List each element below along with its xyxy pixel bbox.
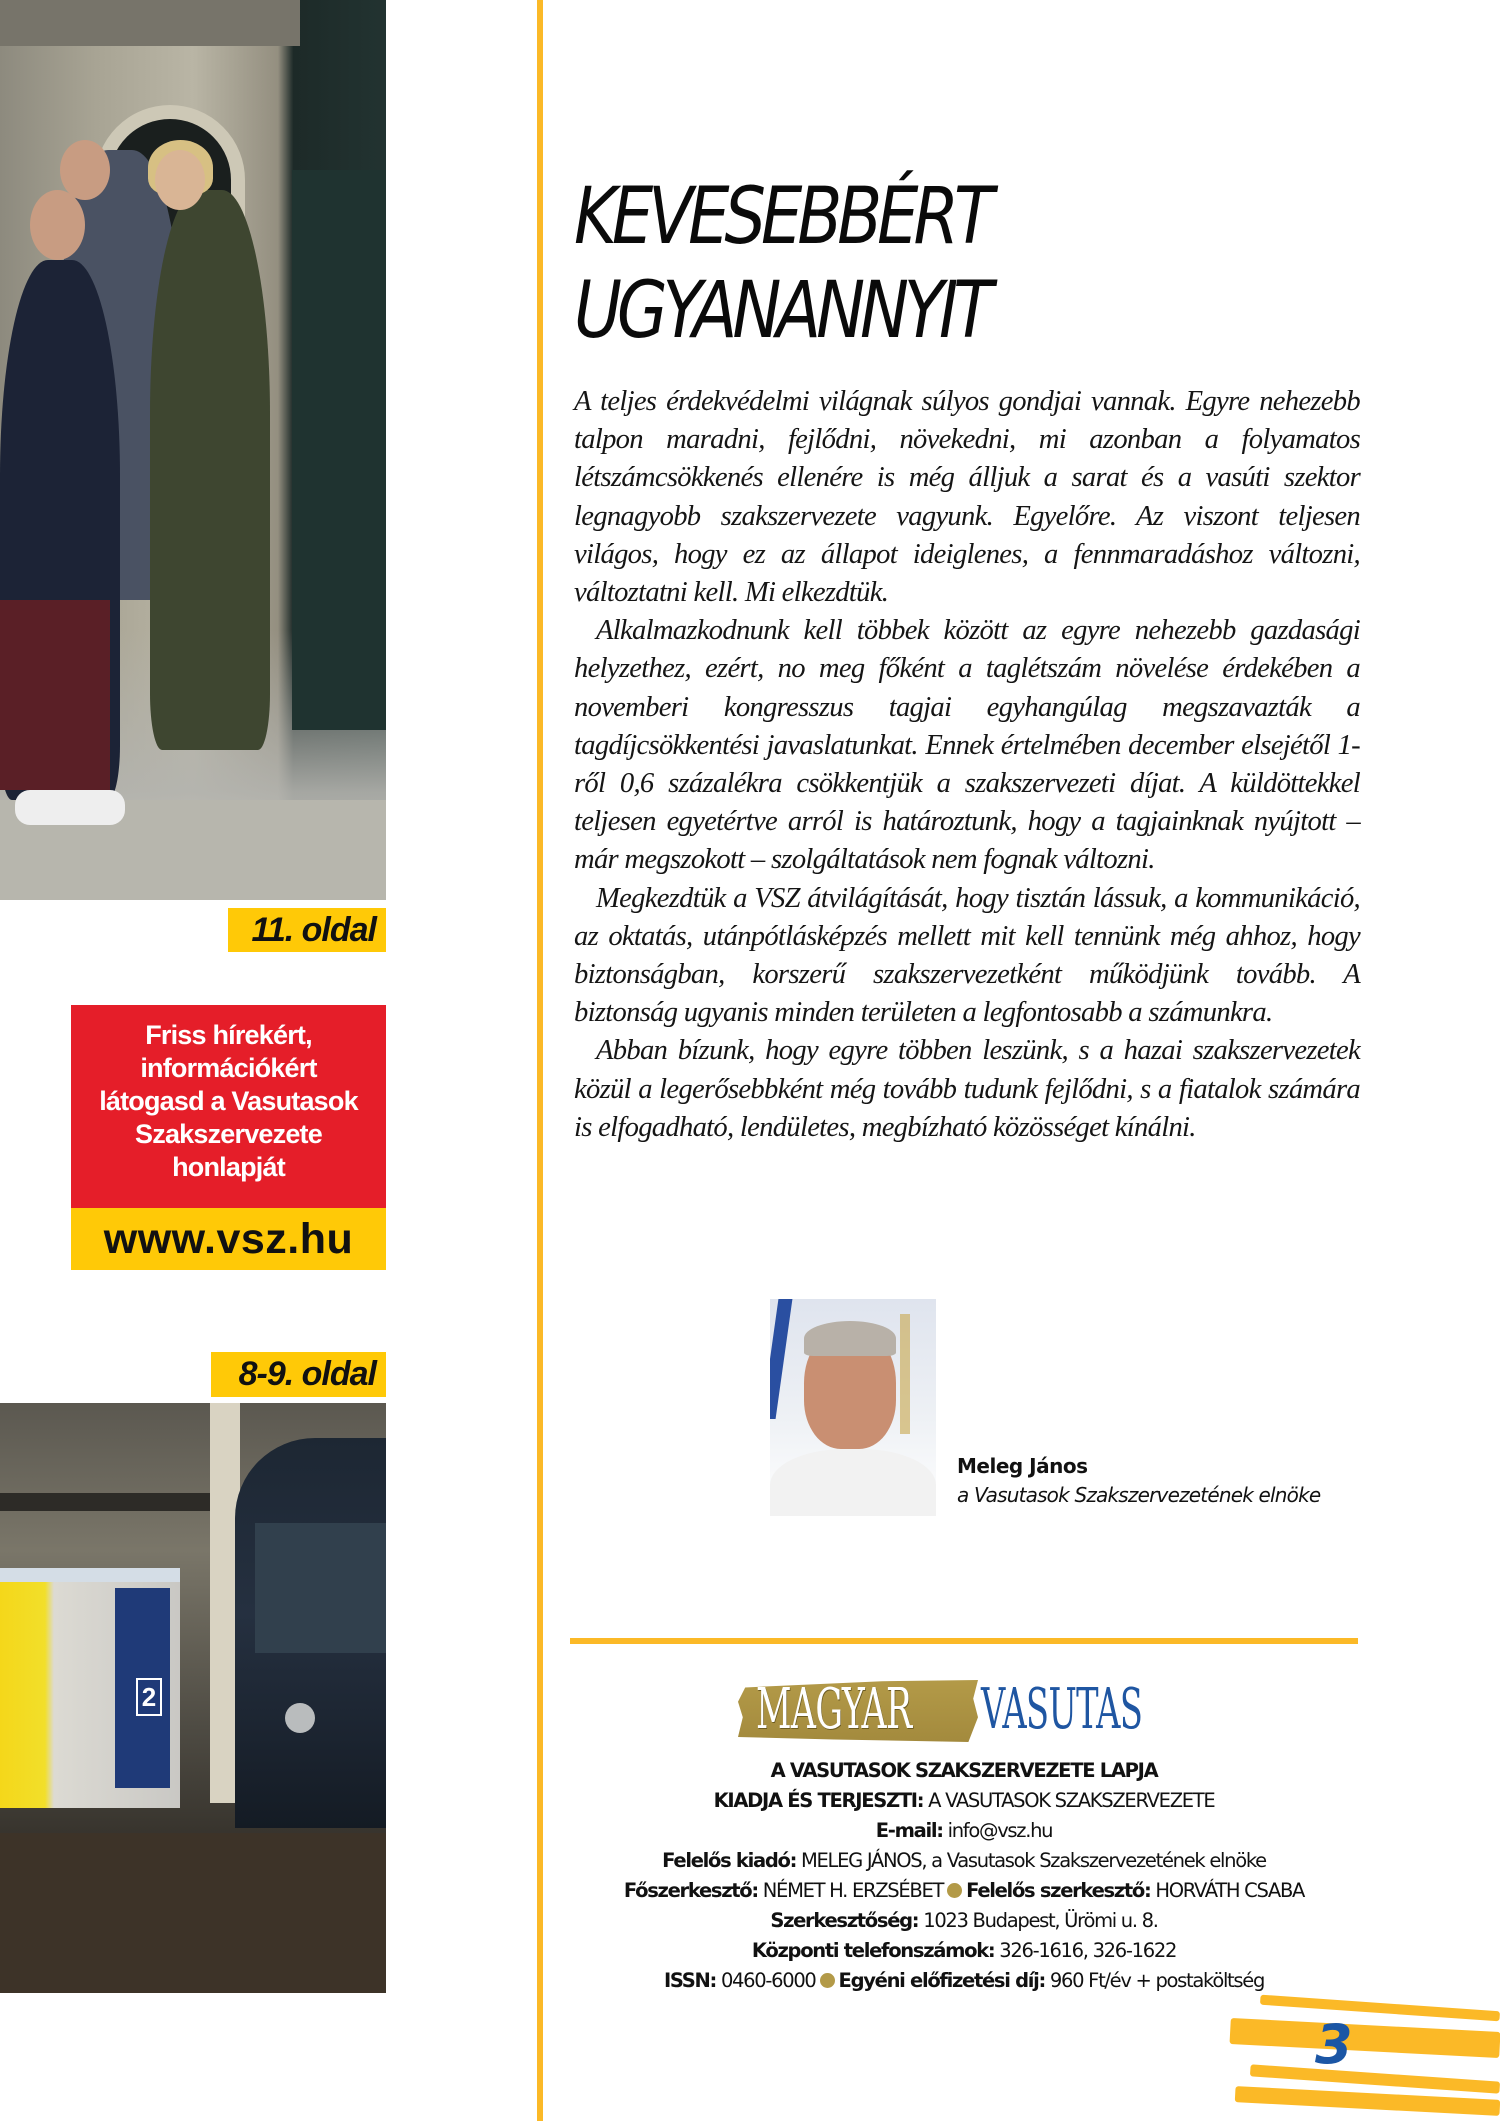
label: Felelős szerkesztő: — [966, 1879, 1151, 1902]
photo-shoes — [15, 790, 125, 825]
section-divider — [570, 1638, 1358, 1644]
value: 0460-6000 — [716, 1969, 816, 1992]
promo-line: információkért — [140, 1053, 317, 1083]
article-paragraph: Megkezdtük a VSZ átvilágítását, hogy tisztán lássuk, a kommunikáció, az oktatás, utánpótlásképzés mellett mit kell tennünk még ahhoz, hogy biztonságban, korszerű szakszervezetként működjünk tovább. A biztonság ugyanis minden területen a legfontosabb a számunkra. — [574, 882, 1360, 1029]
impressum-publisher — [570, 1786, 1358, 1816]
label: Központi telefonszámok: — [751, 1939, 995, 1962]
page-ref-badge-11: 11. oldal — [228, 908, 386, 952]
value: A VASUTASOK SZAKSZERVEZETE — [923, 1789, 1215, 1812]
label: ISSN: — [663, 1969, 717, 1992]
page-number-area — [1230, 1985, 1500, 2121]
brush-stroke-decoration — [1230, 2018, 1500, 2058]
label: Főszerkesztő: — [623, 1879, 758, 1902]
promo-line: látogasd a Vasutasok — [99, 1086, 358, 1116]
label: Felelős kiadó: — [662, 1849, 797, 1872]
impressum-subtitle-text: A VASUTASOK SZAKSZERVEZETE LAPJA — [770, 1759, 1158, 1782]
logo-word-magyar: MAGYAR — [756, 1677, 912, 1742]
article-paragraph: Abban bízunk, hogy egyre többen leszünk, s a hazai szakszervezetek közül a legerősebbként még tovább tudunk fejlődni, s a fiatalok számára is elfogadható, lendületes, megbízható közösséget kínálni. — [574, 1035, 1360, 1143]
email-link[interactable]: info@vsz.hu — [942, 1819, 1053, 1842]
bullet-dot-icon — [947, 1883, 962, 1898]
article-body — [574, 383, 1360, 1147]
portrait-hair — [804, 1321, 896, 1356]
label: Egyéni előfizetési díj: — [838, 1969, 1046, 1992]
promo-line: Szakszervezete — [135, 1119, 322, 1149]
value: MELEG JÁNOS, a Vasutasok Szakszervezetének elnöke — [796, 1849, 1266, 1872]
value: 960 Ft/év + postaköltség — [1045, 1969, 1265, 1992]
group-photo — [0, 0, 386, 900]
title-line: KEVESEBBÉRT — [574, 172, 989, 262]
impressum-responsible-publisher — [570, 1846, 1358, 1876]
magyar-vasutas-logo — [738, 1676, 1178, 1744]
photo-person-head — [60, 140, 110, 200]
page-ref-badge-8-9: 8-9. oldal — [211, 1352, 386, 1397]
impressum — [570, 1756, 1358, 1996]
photo-floor — [0, 1833, 386, 1993]
promo-line: honlapját — [172, 1152, 285, 1182]
label: KIADJA ÉS TERJESZTI: — [713, 1789, 924, 1812]
logo-word-vasutas: VASUTAS — [981, 1677, 1143, 1742]
bullet-dot-icon — [820, 1973, 835, 1988]
article-title — [574, 170, 1095, 358]
promo-box[interactable] — [71, 1005, 386, 1270]
website-link[interactable]: www.vsz.hu — [71, 1208, 386, 1270]
photo-locomotive-window — [255, 1523, 386, 1653]
photo-person-head — [155, 150, 205, 210]
author-name: Meleg János — [957, 1454, 1088, 1478]
photo-class-number: 2 — [136, 1678, 162, 1716]
column-divider — [537, 0, 543, 2121]
promo-line: Friss hírekért, — [145, 1020, 312, 1050]
impressum-editors — [570, 1876, 1358, 1906]
photo-beam — [0, 1493, 240, 1511]
page-number: 3 — [1315, 2013, 1353, 2076]
value: 1023 Budapest, Ürömi u. 8. — [918, 1909, 1158, 1932]
author-role: a Vasutasok Szakszervezetének elnöke — [957, 1483, 1321, 1507]
label: E-mail: — [875, 1819, 943, 1842]
author-portrait — [770, 1299, 936, 1516]
value: HORVÁTH CSABA — [1150, 1879, 1305, 1902]
article-paragraph: A teljes érdekvédelmi világnak súlyos gondjai vannak. Egyre nehezebb talpon maradni, fejlődni, növekedni, mi azonban a folyamatos létszámcsökkenés ellenére is még álljuk a sarat és a vasúti szektor legnagyobb szakszervezete vagyunk. Egyelőre. Az viszont teljesen világos, hogy ez az állapot ideiglenes, a fennmaradáshoz változni, változtatni kell. Mi elkezdtük. — [574, 386, 1360, 609]
value: NÉMET H. ERZSÉBET — [757, 1879, 944, 1902]
impressum-subtitle — [570, 1756, 1358, 1786]
portrait-shirt — [770, 1449, 936, 1516]
photo-person-legs — [0, 600, 110, 790]
portrait-background-emblem — [900, 1314, 910, 1434]
impressum-phones — [570, 1936, 1358, 1966]
value: 326-1616, 326-1622 — [994, 1939, 1177, 1962]
photo-person — [150, 190, 270, 750]
photo-roof — [0, 0, 300, 46]
impressum-email — [570, 1816, 1358, 1846]
photo-person-head — [30, 190, 85, 260]
promo-text — [71, 1005, 386, 1208]
photo-headlamp — [285, 1703, 315, 1733]
label: Szerkesztőség: — [770, 1909, 919, 1932]
title-line: UGYANANNYIT — [574, 266, 989, 356]
impressum-office — [570, 1906, 1358, 1936]
train-workshop-photo — [0, 1403, 386, 1993]
brush-stroke-decoration — [1260, 1995, 1500, 2022]
article-paragraph: Alkalmazkodnunk kell többek között az egyre nehezebb gazdasági helyzethez, ezért, no meg főként a taglétszám növelése érdekében a novemberi kongresszus tagjai egyhangúlag megszavazták a tagdíjcsökkentési javaslatunkat. Ennek értelmében december elsejétől 1-ről 0,6 százalékra csökkentjük a szakszervezeti díjat. A küldöttekkel teljesen egyetértve arról is határoztunk, hogy a tagjainknak nyújtott – már megszokott – szolgáltatások nem fognak változni. — [574, 615, 1360, 876]
portrait-background-emblem — [770, 1299, 792, 1419]
photo-green-door — [292, 170, 386, 730]
